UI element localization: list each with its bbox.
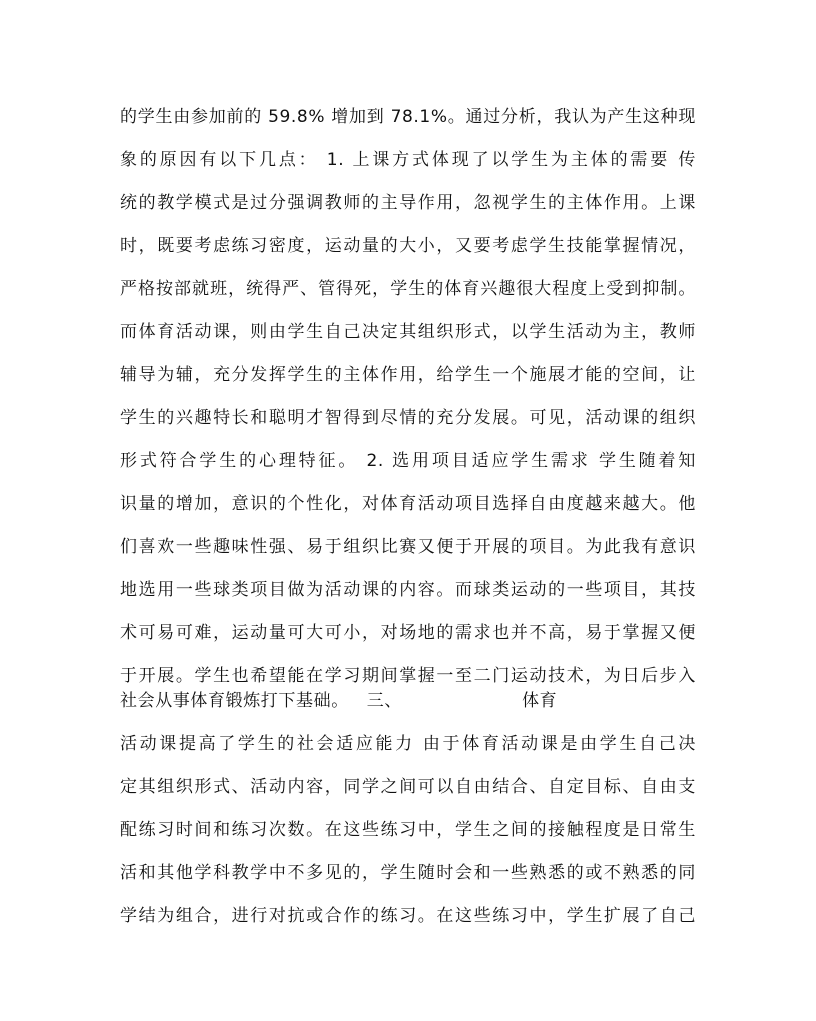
text-line: 地选用一些球类项目做为活动课的内容。而球类运动的一些项目，其技 xyxy=(120,580,696,600)
text-line: 辅导为辅，充分发挥学生的主体作用，给学生一个施展才能的空间，让 xyxy=(120,365,696,385)
text-line: 形式符合学生的心理特征。 2. 选用项目适应学生需求 学生随着知 xyxy=(120,451,696,471)
text-line: 术可易可难，运动量可大可小，对场地的需求也并不高，易于掌握又便 xyxy=(120,623,696,643)
text-line: 时，既要考虑练习密度，运动量的大小，又要考虑学生技能掌握情况， xyxy=(120,236,696,256)
text-line: 配练习时间和练习次数。在这些练习中，学生之间的接触程度是日常生 xyxy=(120,820,696,840)
text-line: 们喜欢一些趣味性强、易于组织比赛又便于开展的项目。为此我有意识 xyxy=(120,537,696,557)
text-line: 社会从事体育锻炼打下基础。 三、 体育 xyxy=(120,691,558,711)
text-line: 学结为组合，进行对抗或合作的练习。在这些练习中，学生扩展了自己 xyxy=(120,906,696,926)
text-line: 严格按部就班，统得严、管得死，学生的体育兴趣很大程度上受到抑制。 xyxy=(120,279,696,299)
text-line: 定其组织形式、活动内容，同学之间可以自由结合、自定目标、自由支 xyxy=(120,777,696,797)
text-line: 于开展。学生也希望能在学习期间掌握一至二门运动技术，为日后步入 xyxy=(120,666,696,686)
text-line: 活动课提高了学生的社会适应能力 由于体育活动课是由学生自己决 xyxy=(120,734,696,754)
text-line: 活和其他学科教学中不多见的，学生随时会和一些熟悉的或不熟悉的同 xyxy=(120,863,696,883)
text-line: 而体育活动课，则由学生自己决定其组织形式，以学生活动为主，教师 xyxy=(120,322,696,342)
text-line: 统的教学模式是过分强调教师的主导作用，忽视学生的主体作用。上课 xyxy=(120,193,696,213)
text-line: 象的原因有以下几点： 1. 上课方式体现了以学生为主体的需要 传 xyxy=(120,150,696,170)
text-line: 的学生由参加前的 59.8% 增加到 78.1%。通过分析，我认为产生这种现 xyxy=(120,107,696,127)
text-line: 识量的增加，意识的个性化，对体育活动项目选择自由度越来越大。他 xyxy=(120,494,696,514)
text-line: 学生的兴趣特长和聪明才智得到尽情的充分发展。可见，活动课的组织 xyxy=(120,408,696,428)
